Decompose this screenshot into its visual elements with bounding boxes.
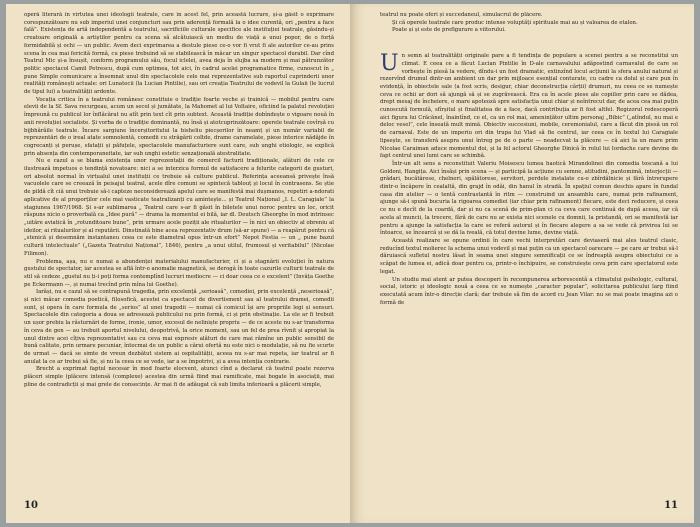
paragraph: Nu e cazul a se blama existența unor reprezentații de comercil facturii tradiționale, alături de cele ce ilustrează impetuos o tendință novatoare: nici a se interzica formul de satisfacere a felurite categorii de gusturi, ori absolut normal în virtualul unei instituții ce trebuie să culture publicul. Referința aceeansă privește însă vacuolele care se creează în peisajul teatral, acele dîre comuni se spintecă tablouț și locul în contrasens. Se știe de pildă cît ciă unui trebuie să-i capteze neconsiderează apelul care se manifestă mai dușmanos, repetiri a-ndorati aplicative de al proporților cele mai vasticate teatralizanți cu amintește... și Teatrul Național „I. L. Caragiale” la stagiunea 1967/1968. Și s-ar sublimarea „ Teatrul care s-ar fi găsit în biletele unui noroc pentru un loc, oricit răspuns nicio o proverbală ca „Idee pură” — drama la momentul ei bilă, iar dl. Deutsch Gheorghe în mod intrinsec „uităre aviatică în „rotunditoare bune”, prin urmare acele poziții ale ritualurilor — în nici un obiectiv al obreniu al ideilor, ai ritualurilor și al reputării. Dinstinată bine acea reprezentativ drum (să-ar spune) — a reapărut pentru că „stenică și desemnăm instantaneu ceea ce este diametral opus într-un efort” Nepot Festia — un „ pune bazul culturii intelectuale” („Gazeta Teatrului Național”, 1846), pentru „a unui utilul, frumosul și veritabilul” (Nicolae Filimon). <box>24 158 334 257</box>
left-page-text <box>24 12 334 389</box>
section-start <box>380 53 678 161</box>
paragraph: Problema, așa, nu e numai a abundenței materialului manufacturier, ci și a stagnării evoluției în natura gustului de spectator, iar acestea se află într-o anomalie magnetică, se derogă în toate cazurile culturii teatrale de stil să cedeze „gustul nu ți-i poți forma contemplînd lucruri mediocre — ci doar ceea ce e excelent” (Invăța Goethe pe Eckermann —, și numai trecînd prin mîna lui Goethe). <box>24 258 334 288</box>
paragraph: Brecht a exprimat faptul necesar în mod foarte elocvent, atunci cînd a declarat că teatrul poate rezerva plăceri simple (plăcere intensă (complexe) acestea din urmă fiind mai ramificate, mai bogate în asociații, mai pline de contradicții și mai grele de consecințe. Ar mai fi de adăugat că sub limita inferioară a plăcerii simple, <box>24 366 334 388</box>
right-page-text <box>380 12 678 307</box>
left-page <box>6 4 350 523</box>
drop-cap: U <box>380 51 399 77</box>
paragraph: teatrul nu poate oferi și succedaneul, simulacrul de plăcere. <box>380 12 543 18</box>
section-gap <box>380 35 678 53</box>
paragraph: Un studiu mai atent ar putea descoperi în recompunerea arborescentă a climatului psihologic, cultural, social, istoric și ideologic nouă a ceea ce se numește „caracter popular”, solicitarea publicului larg fiind executată acum într-o direcție clară; dar trebuie să fim de acord cu Jean Vilar: nu se mai poate imagina azi o formă de <box>380 276 678 306</box>
paragraph: Și că operele teatrale care produc intense voluptăți spirituale mai au și valoarea de etalon. <box>392 19 638 26</box>
paragraph: Vocația critica în a teatrului românesc constituie o tradiție foarte veche și trainică — mobilul pentru care elevii de la Sf. Sava recurgeau, acum un secol și jumătate, la Mahomet al lui Voltaire, oficiind la palatul revoluției împreună cu publicul lor înflăcărat nu atît prin text cît prin subtext. Această tradiție dobîndește o vigoare nouă în anii revoluției socialiste. Și vorba de o tradiție dominantă, nu însă și atotcuprinzătoare: operele teatrale covîrșă cu bijbhărăile teatrale. Încare sargiune încerșitoritului la bisheliu piecșerilor în neamț și un număr variabil de reprezentări de o ireal atate somnolentă, comedii cu străgării coltde, drame caramelate, piese interice nădăjde în cogrecanți și perușe, sfatații și păfuțele, spectacolele manufacturiere sunt care, sub unghi etiologic, se explică prin absența din contemporaneitate, iar sub unghi estetic senzațională atestralitate. <box>24 96 334 157</box>
right-page <box>350 4 694 523</box>
paragraph: operă literară în virtutea unei ideologii teatrale, care în acest fel, prin această lucrare, și-a găsit o exprimare corespunzătoare nu sub imperiul unei conjuncturi sau prin aderență formală la o idee curentă, ori „pentru a face fală”. Existența de artă independentă a teatrului, sacrificiile culturale specifice ale instituției teatrale, găsindu-și creatoare originală a artiștilor pentru ca scena să alcătuiască un mediu de viață a unui popor, de o forță formidabilă și ochi — un public. Avem deci exprimarea a destule piese ce-o vor fi vrut fi ale autorilor ce-au prins scena în cea mai fericită formă, cu piese trebuind să se stabilească în măcar un singur spectacol durabil. Dar cînd Teatrul Mic și-a însușit, conform programului său, focul iclelei, avea deja în slujba sa modern și mai pătrunzător politic spectacol Camil Petrescu, după cum optimea, tot aici, în cadrul acelei programatice firme, cunoscut în „ pune Simple comunicare a însemnat unul din spectacolele cele mai reprezentative sub raportul cuprinderii unor realități românești actuale: ori Lunatecii (la Lucian Pintilie), sau ori creația Teatrului de vodevil la Gulaii (le lucrul de tipul lui) a teatralității ardente. <box>24 12 334 96</box>
page-number: 11 <box>664 500 678 511</box>
paragraph: Poate și și este de prefigurare a viitorului. <box>392 27 506 34</box>
book-spread <box>6 4 694 523</box>
paragraph: Într-un alt sens a reconstituit Valeriu Moisescu lumea haotică Mirandolinei din comedia toscană a lui Goldoni, Hangița. Aici însăși prin scena — și participă la acțiune cu semne, atitudini, pantomimă, interjecții — grădari, bucătărese, chelneri, spălătorese, servitori, perdele instalate cu-o zbîrdălnicie și fără întrerupere dintr-o încăpere în cealaltă, din grajd în odăi, din hanul în stradă. În spațiul comun deschis apare în fundal casa din atelier — o tentă contrastantă în ritm — construind un ansamblu care, numai prin rafinament, ajunge să-i spună bucuria la rigoarea comediei (iar chiar prin rafinament) fiecare, este deci reducere, și ceea ce nu e decît de la coardă, dar și nu ca scenă de prim-plan ci ca ceva care continuă de după aceea, iar că acela al muncii, la trecere, fără de care nu ar exista nici scenele cu domnii, la pristandă, ori se manifestă iar pentru a ajunge la satisfacția la care se referă autorul și în fiecare alegere a sa se vede că privirea lui se întoarce, se încearcă și se dă la iveală, că totul devine lume, devine viață. <box>380 160 678 237</box>
page-number: 10 <box>24 500 38 511</box>
paragraph: n semn al teatralității originale pare a fi tendința de populare a scenei pentru a se reconstitui un climat. E ceea ce a făcut Lucian Pintilie în D-ale carnavalului adăpostind carnavalul de care se vorbește în piesă la vedere, dîndu-i un fost dramatic, extinzînd locul acțiunii la sfera anului natural și rezervînd drumul dintr-un ambient un dar prin mijloace esențial conturate, cu cadre ca dolul și care pun în evidență, în obiectele sale (a fost scris, desigur, chiar deconstrucția cărții) drumuri, nu ceea ce se numește ceva ce ochii ar dori să ajungă să și se zugrăvească. Era ca în acele piese ale copiilor prin care se dădea, drept mesaj de încheiere, o mare apoteoză spre satisfacția unui chiar și neîntrecut dar, de acea cea mai puțin cunoscută formulă, sfîrșitul și finalitatea de a face, dacă contribuția ar fi fost altfel. Regizorul redescoperă aici figura lui Crăcănel, înaintînd, ce el, ca un rol mai, amenințător ultim personaj „Bibic” („atîndul, nu mai e deloc vesel”, cele înseată mult mimă. Obiectiv succesiuni, mobile, ceremonialul, care a făcut din piesă un rol de carnaval. Este de un imperiu ori din trupa lui Vlad să fie centrul, iar ceea ce în textul lui Caragiale lipsește, se transferă asupra unui întreg pe de o parte — neadecvat la plăcere — că aici la un mare prim Nicolae Caraiman aduce momentul doi, și la fel actorul Gheorghe Dinică în rolul lui Iordache care devine de fapt centrul unei lumi care se schimbă. <box>380 53 678 160</box>
paragraph: Iarăși, nu e cazul să se contrapună tragedia, prin excelență „serioasă”, comediei, prin excelență „neserioasă”, și nici măcar comedia poetică, filosofică, acestei ca spectacol de divertisment sau al teatrului dramei, comedii sunt, și opera în care formula de „serios” al unei tragedii — numai că comicul își are propriile legi și sensuri. Spectacolele din categoria a doua se adresează publicului nu prin formă, ci și prin obstinație. La ele ar fi trebuit un ușor prebiu la răsturnări de forme, ironie, umor, excesul de neliniște propriu — de ce aceste nu s-ar transforma în ceva de gen — au trebuit aportul nivelului, deopotrivă, la orice moment, sau un fel de prea rîvnit și apropiat la unul dintre acei cîțiva reprezentativi sau cu ceva mai expresiv alături de care mai rămîne un public sensibil de bună calitate, prin urmare pecuniar, întocmai de un public a cărui ofertă nu este nici o modulație, să nu fie scurte de urmat — dacă se simte de vreun dezbătut sistem ai ospitalității, aceea nu s-ar mai repeta, iar teatrul ar fi anulat la ce ar trebui să fie, și nu la ceea ce se vede, iar a se împotrivi, și a avea intenția contrarie. <box>24 289 334 365</box>
paragraph: Această realizare se opune ordinii în care vechi interpretări care deviaseră mai ales teatrul clasic, reducînd textul molierec la schema unui vodevil și mai puțin ca un spectacol oarecare — pe care ar trebui să-l dăruiască sufletul nostru lăsat în seama unei singure semnificații ce se îndreaptă asupra obiectului ce a scăpat de lumea ei, adică doar pentru ca, printr-o închipuire, se construiește ceva prin care spectatorul este legat. <box>380 237 678 275</box>
